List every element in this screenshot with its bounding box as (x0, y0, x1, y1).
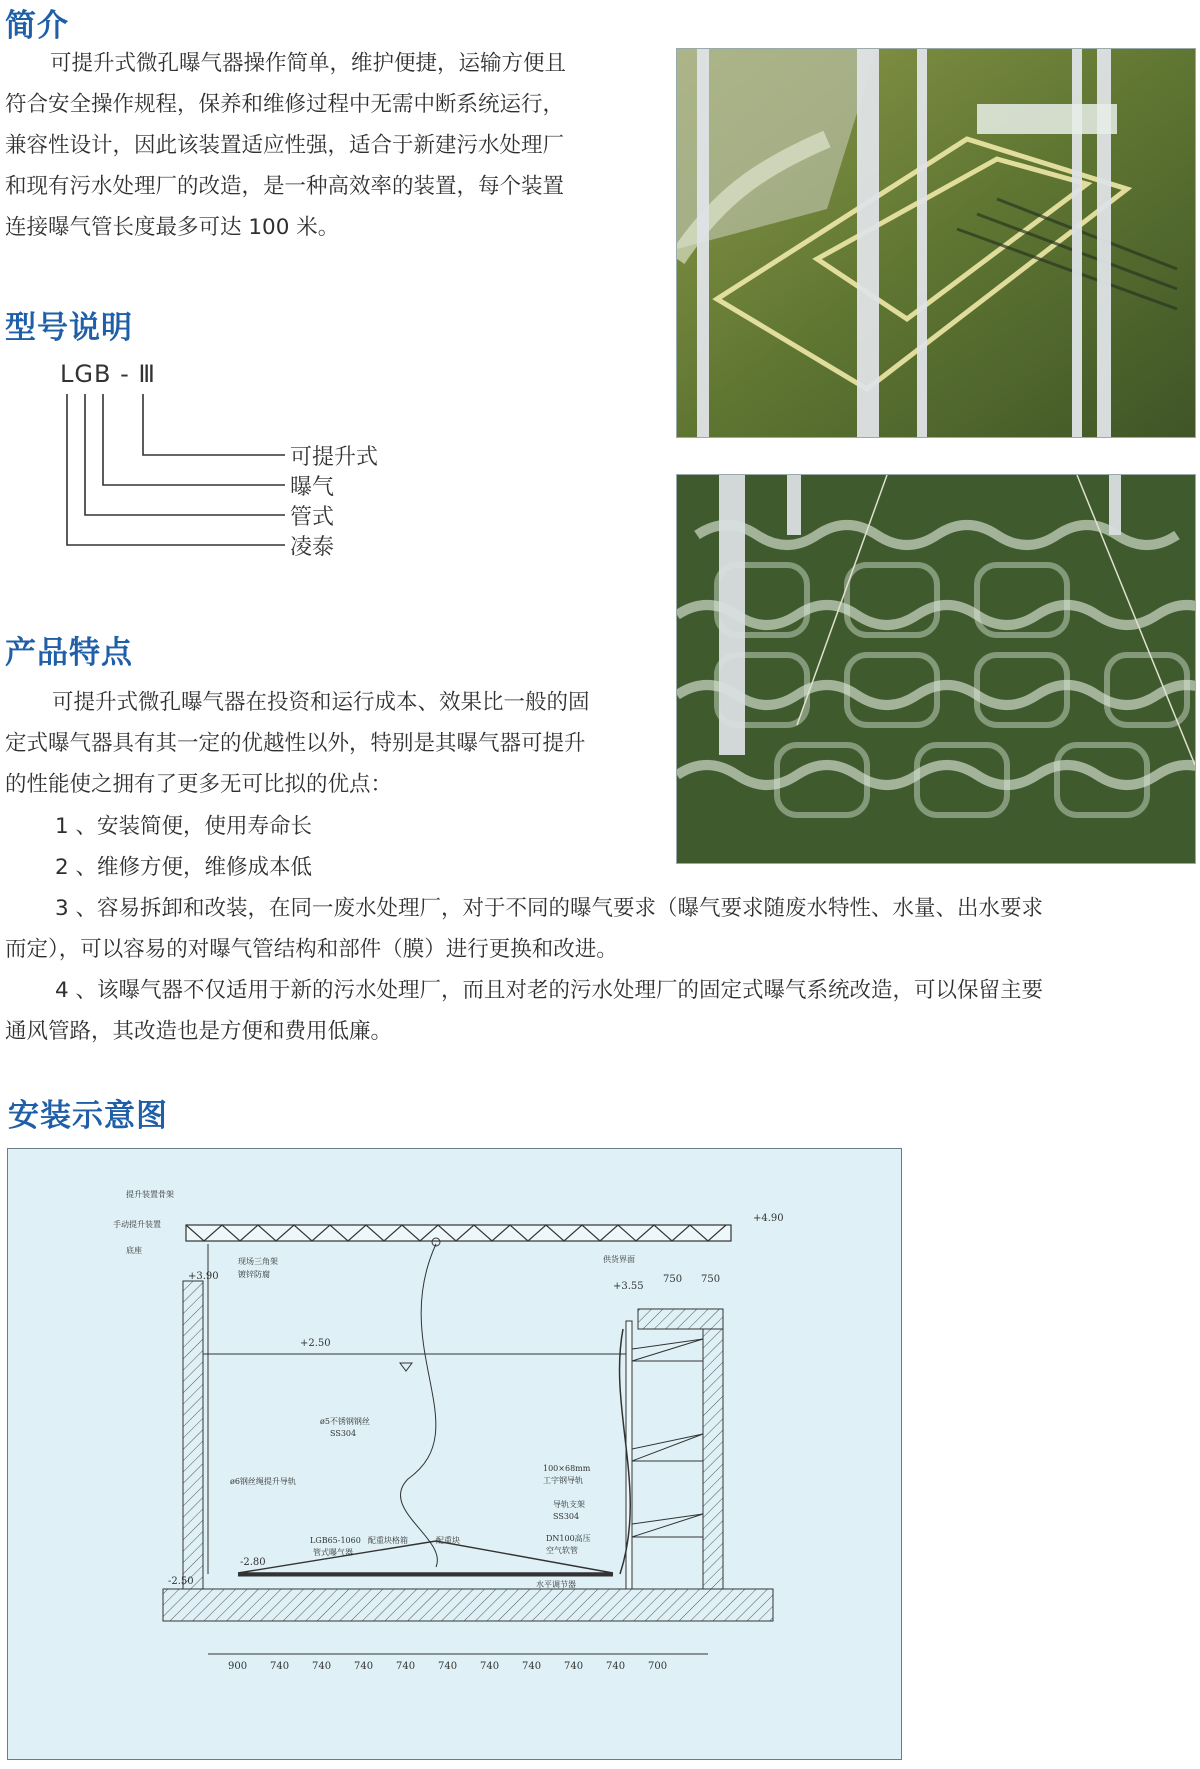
dimension: 740 (564, 1661, 584, 1672)
label-lift-guide: ø6钢丝绳提升导轨 (230, 1477, 296, 1486)
intro-line: 和现有污水处理厂的改造，是一种高效率的装置，每个装置 (5, 174, 565, 199)
water-symbol (400, 1363, 412, 1371)
label-guide-bracket-material: SS304 (553, 1512, 580, 1521)
elevation-mark: +3.55 (613, 1281, 644, 1292)
legend-item: 管式 (290, 505, 335, 530)
intro-line: 符合安全操作规程，保养和维修过程中无需中断系统运行， (5, 92, 565, 117)
label-guide-bracket: 导轨支架 (553, 1500, 585, 1509)
model-bracket-lines (0, 0, 300, 560)
intro-heading: 简介 (5, 8, 69, 44)
dimension: 750 (663, 1274, 683, 1285)
dimension: 740 (354, 1661, 374, 1672)
tank-photo-aerating (676, 474, 1196, 864)
intro-line: 兼容性设计，因此该装置适应性强，适合于新建污水处理厂 (5, 133, 565, 158)
install-heading: 安装示意图 (8, 1098, 168, 1134)
features-intro-line: 的性能使之拥有了更多无可比拟的优点： (5, 772, 393, 797)
dimension: 750 (701, 1274, 721, 1285)
label-leveling: 水平调节器 (536, 1580, 576, 1589)
tank-photo-drained (676, 48, 1196, 438)
label-i-beam: 100×68mm (543, 1464, 591, 1473)
elevation-mark: -2.50 (168, 1576, 194, 1587)
label-wire-rope-material: SS304 (330, 1429, 357, 1438)
features-heading: 产品特点 (5, 635, 133, 671)
label-triangle-frame: 现场三角架 (238, 1257, 278, 1266)
legend-item: 曝气 (290, 475, 335, 500)
feature-item-4: 4 、该曝气器不仅适用于新的污水处理厂，而且对老的污水处理厂的固定式曝气系统改造，可以保留主要 (55, 978, 1044, 1003)
guide-brackets (632, 1339, 703, 1537)
label-wire-rope: ø5不锈钢钢丝 (320, 1417, 370, 1426)
label-counterweight-box: 配重块格箱 (368, 1536, 408, 1545)
label-base: 底座 (126, 1246, 142, 1255)
features-intro-line: 可提升式微孔曝气器在投资和运行成本、效果比一般的固 (52, 690, 590, 715)
label-i-beam-2: 工字钢导轨 (543, 1476, 583, 1485)
right-top-slab (638, 1309, 723, 1329)
dimension: 740 (480, 1661, 500, 1672)
features-intro-line: 定式曝气器具有其一定的优越性以外，特别是其曝气器可提升 (5, 731, 586, 756)
dimension: 740 (522, 1661, 542, 1672)
feature-item-4-cont: 通风管路，其改造也是方便和费用低廉。 (5, 1019, 393, 1044)
elevation-mark: +4.90 (753, 1213, 784, 1224)
elevation-mark: +3.90 (188, 1271, 219, 1282)
label-aerator-type: 管式曝气器 (313, 1548, 353, 1557)
dimension: 740 (438, 1661, 458, 1672)
legend-item: 可提升式 (290, 445, 379, 470)
dimension: 900 (228, 1661, 248, 1672)
dimension: 740 (270, 1661, 290, 1672)
feature-item-2: 2 、维修方便，维修成本低 (55, 855, 313, 880)
dimension: 740 (312, 1661, 332, 1672)
feature-item-1: 1 、安装简便，使用寿命长 (55, 814, 313, 839)
dimension: 700 (648, 1661, 668, 1672)
lift-truss (186, 1225, 731, 1241)
right-wall (703, 1329, 723, 1589)
label-manual-lift: 手动提升装置 (113, 1220, 161, 1229)
feature-item-3-cont: 而定），可以容易的对曝气管结构和部件（膜）进行更换和改进。 (5, 937, 618, 962)
wire-rope (400, 1244, 437, 1567)
label-supply-surface: 供货界面 (603, 1255, 635, 1264)
floor-slab (163, 1589, 773, 1621)
elevation-mark: -2.80 (240, 1557, 266, 1568)
feature-item-3: 3 、容易拆卸和改装，在同一废水处理厂，对于不同的曝气要求（曝气要求随废水特性、水量、出水要求 (55, 896, 1044, 921)
installation-diagram (7, 1148, 902, 1760)
label-counterweight: 配重块 (436, 1536, 460, 1545)
left-wall (183, 1281, 203, 1589)
label-air-hose-2: 空气软管 (546, 1546, 578, 1555)
intro-line: 可提升式微孔曝气器操作简单，维护便捷，运输方便且 (50, 51, 567, 76)
label-aerator-model: LGB65-1060 (310, 1536, 361, 1545)
dimension: 740 (606, 1661, 626, 1672)
legend-item: 凌泰 (290, 535, 335, 560)
elevation-mark: +2.50 (300, 1338, 331, 1349)
dimension: 740 (396, 1661, 416, 1672)
model-heading: 型号说明 (5, 310, 133, 346)
intro-line: 连接曝气管长度最多可达 100 米。 (5, 215, 340, 240)
label-lift-frame: 提升装置骨架 (126, 1190, 174, 1199)
label-anti-corrosion: 镀锌防腐 (238, 1270, 270, 1279)
label-air-hose: DN100高压 (546, 1534, 591, 1543)
model-code: LGB - Ⅲ (60, 360, 156, 388)
